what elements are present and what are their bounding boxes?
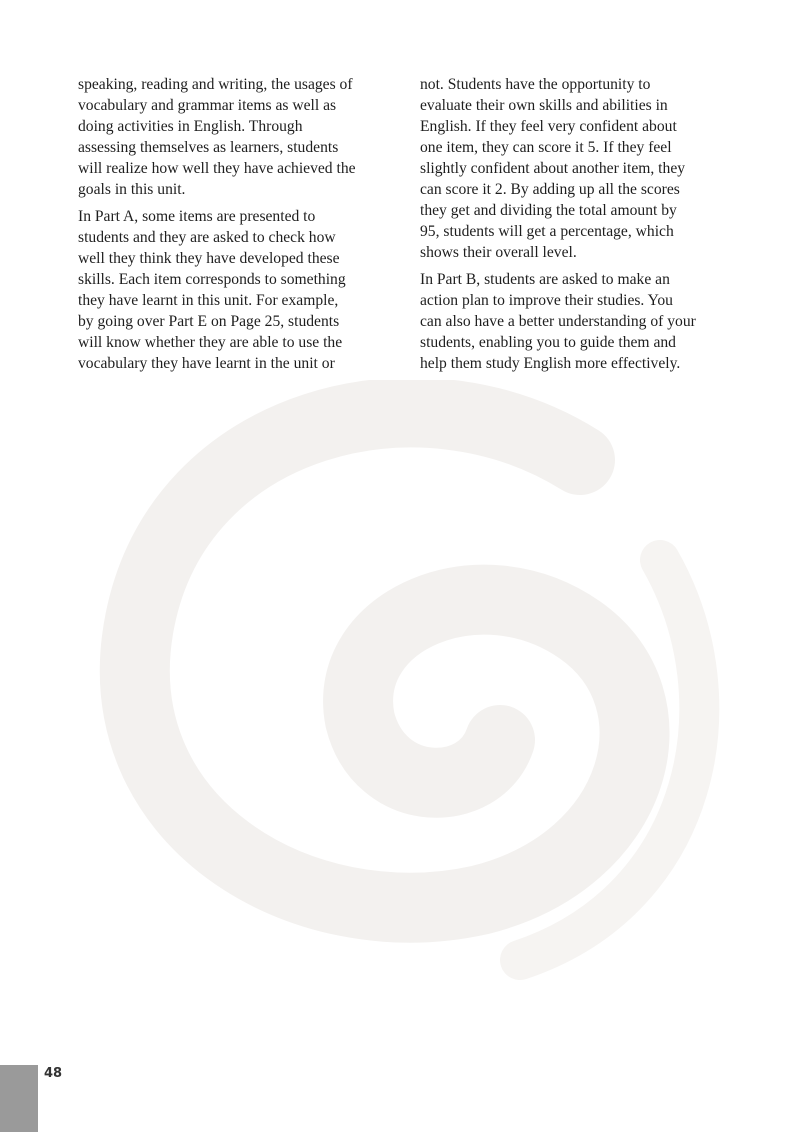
text-line: shows their overall level. bbox=[420, 244, 577, 261]
text-line: students, enabling you to guide them and bbox=[420, 334, 676, 351]
text-line: can score it 2. By adding up all the scores bbox=[420, 181, 680, 198]
paragraph bbox=[78, 74, 398, 200]
text-line: vocabulary and grammar items as well as bbox=[78, 97, 337, 114]
text-line: vocabulary they have learnt in the unit or bbox=[78, 355, 335, 372]
text-line: will realize how well they have achieved the bbox=[78, 160, 356, 177]
paragraph bbox=[420, 74, 742, 263]
text-line: assessing themselves as learners, students bbox=[78, 139, 339, 156]
text-line: skills. Each item corresponds to something bbox=[78, 271, 346, 288]
page-tab-marker bbox=[0, 1065, 38, 1132]
text-line: speaking, reading and writing, the usages of bbox=[78, 76, 353, 93]
text-line: students and they are asked to check how bbox=[78, 229, 336, 246]
paragraph bbox=[78, 206, 398, 374]
text-line: goals in this unit. bbox=[78, 181, 186, 198]
text-line: doing activities in English. Through bbox=[78, 118, 303, 135]
text-line: they get and dividing the total amount by bbox=[420, 202, 677, 219]
text-line: one item, they can score it 5. If they feel bbox=[420, 139, 672, 156]
text-line: English. If they feel very confident about bbox=[420, 118, 677, 135]
text-line: action plan to improve their studies. You bbox=[420, 292, 673, 309]
text-line: In Part A, some items are presented to bbox=[78, 208, 316, 225]
text-line: they have learnt in this unit. For example, bbox=[78, 292, 339, 309]
page-number: 48 bbox=[44, 1066, 63, 1081]
swirl-watermark bbox=[60, 380, 760, 980]
text-line: by going over Part E on Page 25, students bbox=[78, 313, 340, 330]
text-line: evaluate their own skills and abilities in bbox=[420, 97, 668, 114]
text-line: well they think they have developed these bbox=[78, 250, 340, 267]
text-line: slightly confident about another item, they bbox=[420, 160, 686, 177]
text-line: help them study English more effectively. bbox=[420, 355, 681, 372]
left-text-column bbox=[78, 74, 398, 380]
text-line: not. Students have the opportunity to bbox=[420, 76, 651, 93]
text-line: can also have a better understanding of your bbox=[420, 313, 696, 330]
text-line: 95, students will get a percentage, which bbox=[420, 223, 674, 240]
text-line: will know whether they are able to use the bbox=[78, 334, 343, 351]
paragraph bbox=[420, 269, 742, 374]
right-text-column bbox=[420, 74, 742, 380]
text-line: In Part B, students are asked to make an bbox=[420, 271, 670, 288]
